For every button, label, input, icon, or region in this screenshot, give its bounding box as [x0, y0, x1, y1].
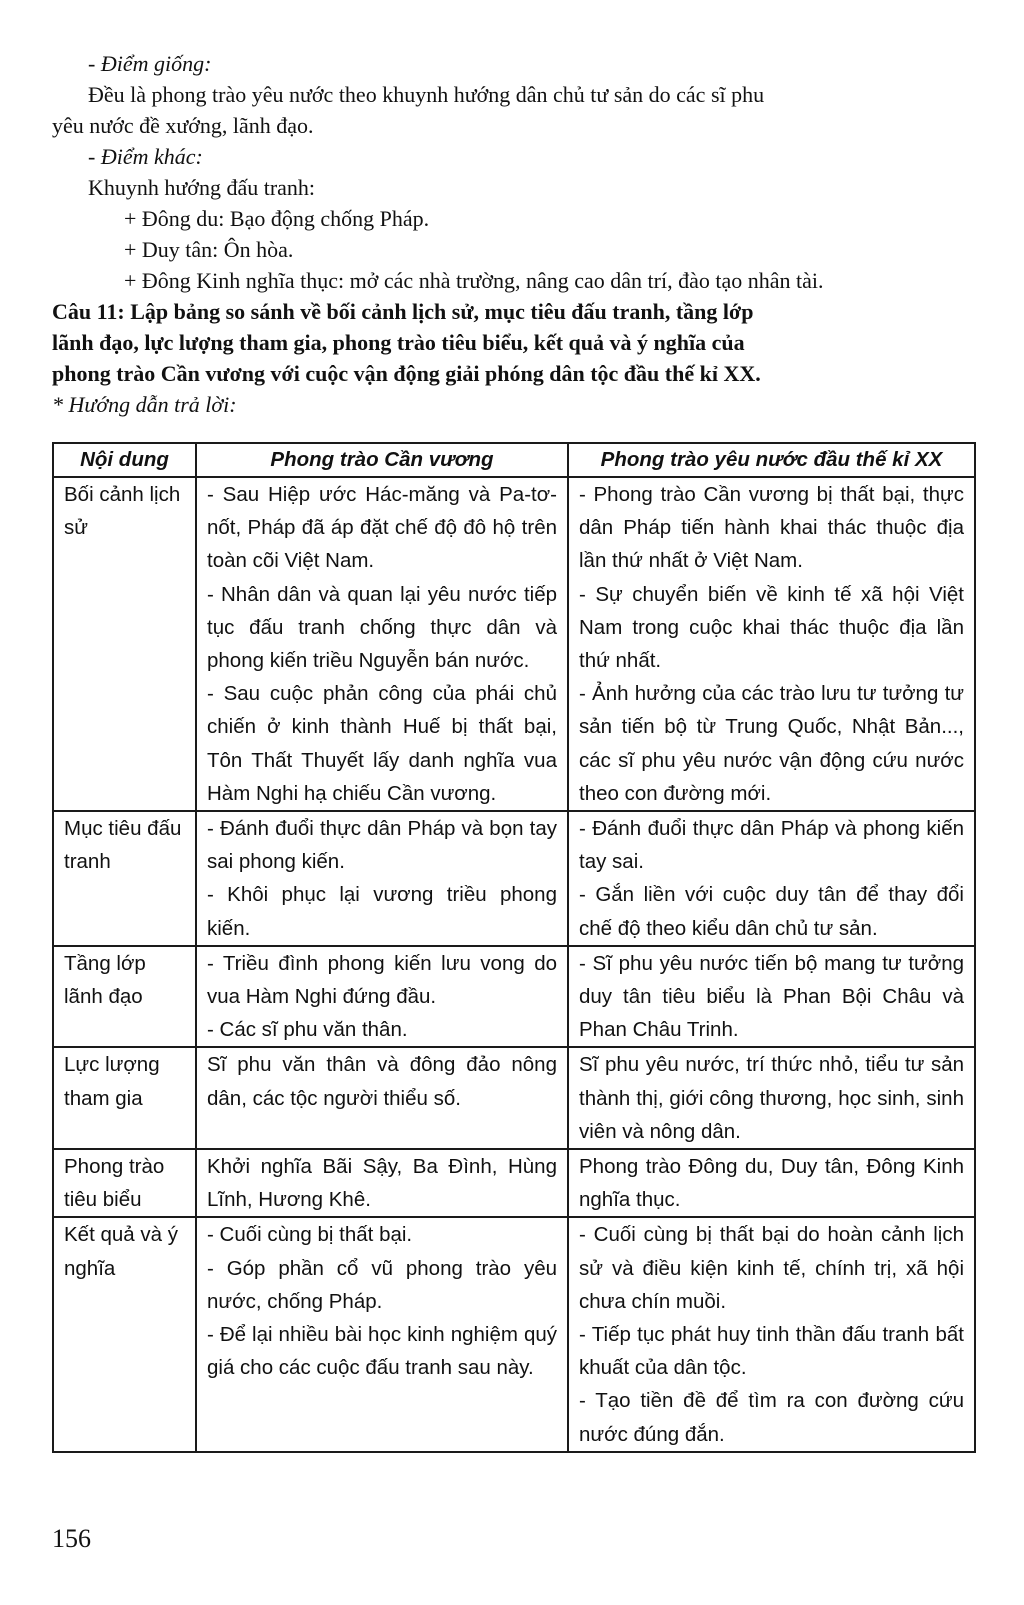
- similarity-text-line-2: yêu nước đề xướng, lãnh đạo.: [52, 113, 314, 138]
- row-topic: Bối cảnh lịch sử: [53, 477, 196, 811]
- table-row: [53, 1149, 975, 1217]
- cell-item: Khởi nghĩa Bãi Sậy, Ba Đình, Hùng Lĩnh, Hương Khê.: [207, 1155, 557, 1212]
- answer-guide-label: * Hướng dẫn trả lời:: [52, 392, 237, 417]
- early-20th-cell: [568, 477, 975, 811]
- header-content: Nội dung: [53, 443, 196, 477]
- cell-item: - Các sĩ phu văn thân.: [207, 1018, 408, 1042]
- table-row: [53, 946, 975, 1048]
- cell-item: Sĩ phu yêu nước, trí thức nhỏ, tiểu tư sản thành thị, giới công thương, học sinh, sinh viên và nông dân.: [579, 1053, 964, 1143]
- bullet-dong-du: + Đông du: Bạo động chống Pháp.: [124, 206, 430, 231]
- can-vuong-cell: [196, 811, 568, 946]
- cell-item: - Góp phần cổ vũ phong trào yêu nước, chống Pháp.: [207, 1256, 557, 1313]
- table-row: [53, 477, 975, 811]
- cell-item: - Triều đình phong kiến lưu vong do vua Hàm Nghi đứng đầu.: [207, 951, 557, 1009]
- table-row: [53, 1217, 975, 1451]
- cell-item: - Cuối cùng bị thất bại.: [207, 1223, 413, 1247]
- bullet-dong-kinh: + Đông Kinh nghĩa thục: mở các nhà trường, nâng cao dân trí, đào tạo nhân tài.: [124, 268, 824, 293]
- early-20th-cell: [568, 1217, 975, 1451]
- row-topic: Kết quả và ý nghĩa: [53, 1217, 196, 1451]
- early-20th-cell: [568, 1047, 975, 1149]
- cell-item: - Sau Hiệp ước Hác-măng và Pa-tơ-nốt, Pháp đã áp đặt chế độ đô hộ trên toàn cõi Việt Nam.: [207, 483, 557, 573]
- cell-item: - Tạo tiền đề để tìm ra con đường cứu nước đúng đắn.: [579, 1389, 964, 1446]
- cell-item: - Phong trào Cần vương bị thất bại, thực dân Pháp tiến hành khai thác thuộc địa lần thứ nhất ở Việt Nam.: [579, 483, 964, 573]
- can-vuong-cell: [196, 477, 568, 811]
- cell-item: - Ảnh hưởng của các trào lưu tư tưởng tư sản tiến bộ từ Trung Quốc, Nhật Bản..., các sĩ phu yêu nước vận động cứu nước theo con đường mới.: [579, 682, 964, 805]
- cell-item: - Đánh đuổi thực dân Pháp và bọn tay sai phong kiến.: [207, 817, 557, 874]
- row-topic: Mục tiêu đấu tranh: [53, 811, 196, 946]
- can-vuong-cell: [196, 946, 568, 1048]
- early-20th-cell: [568, 1149, 975, 1217]
- struggle-direction: Khuynh hướng đấu tranh:: [88, 175, 316, 200]
- question-line-1: Câu 11: Lập bảng so sánh về bối cảnh lịch sử, mục tiêu đấu tranh, tầng lớp: [52, 299, 754, 324]
- cell-item: - Khôi phục lại vương triều phong kiến.: [207, 883, 557, 940]
- cell-item: - Sĩ phu yêu nước tiến bộ mang tư tưởng duy tân tiêu biểu là Phan Bội Châu và Phan Châu Trinh.: [579, 951, 964, 1042]
- table-row: [53, 811, 975, 946]
- can-vuong-cell: [196, 1217, 568, 1451]
- cell-item: - Cuối cùng bị thất bại do hoàn cảnh lịch sử và điều kiện kinh tế, chính trị, xã hội chưa chín muồi.: [579, 1223, 964, 1313]
- cell-item: - Sự chuyển biến về kinh tế xã hội Việt Nam trong cuộc khai thác thuộc địa lần thứ nhất.: [579, 582, 964, 673]
- similarity-text-line-1: Đều là phong trào yêu nước theo khuynh hướng dân chủ tư sản do các sĩ phu: [88, 82, 765, 107]
- table-header-row: [53, 443, 975, 477]
- can-vuong-cell: [196, 1047, 568, 1149]
- row-topic: Tầng lớp lãnh đạo: [53, 946, 196, 1048]
- similarity-label: - Điểm giống:: [88, 51, 212, 76]
- row-topic: Lực lượng tham gia: [53, 1047, 196, 1149]
- early-20th-cell: [568, 811, 975, 946]
- cell-item: - Tiếp tục phát huy tinh thần đấu tranh bất khuất của dân tộc.: [579, 1323, 964, 1380]
- cell-item: Sĩ phu văn thân và đông đảo nông dân, các tộc người thiểu số.: [207, 1053, 557, 1110]
- page-number: 156: [52, 1524, 91, 1553]
- bullet-duy-tan: + Duy tân: Ôn hòa.: [124, 237, 294, 262]
- row-topic: Phong trào tiêu biểu: [53, 1149, 196, 1217]
- cell-item: - Gắn liền với cuộc duy tân để thay đổi chế độ theo kiểu dân chủ tư sản.: [579, 883, 964, 940]
- can-vuong-cell: [196, 1149, 568, 1217]
- difference-label: - Điểm khác:: [88, 144, 203, 169]
- cell-item: - Nhân dân và quan lại yêu nước tiếp tục đấu tranh chống thực dân và phong kiến triều Nguyễn bán nước.: [207, 582, 557, 673]
- cell-item: - Để lại nhiều bài học kinh nghiệm quý giá cho các cuộc đấu tranh sau này.: [207, 1323, 557, 1380]
- cell-item: - Đánh đuổi thực dân Pháp và phong kiến tay sai.: [579, 817, 964, 874]
- header-early-20th: Phong trào yêu nước đầu thế kỉ XX: [568, 443, 975, 477]
- question-line-2: lãnh đạo, lực lượng tham gia, phong trào tiêu biểu, kết quả và ý nghĩa của: [52, 330, 745, 355]
- table-row: [53, 1047, 975, 1149]
- question-line-3: phong trào Cần vương với cuộc vận động giải phóng dân tộc đầu thế kỉ XX.: [52, 361, 761, 386]
- intro-section: [52, 48, 982, 420]
- cell-item: Phong trào Đông du, Duy tân, Đông Kinh nghĩa thục.: [579, 1155, 964, 1212]
- cell-item: - Sau cuộc phản công của phái chủ chiến ở kinh thành Huế bị thất bại, Tôn Thất Thuyết lấy danh nghĩa vua Hàm Nghi hạ chiếu Cần vương.: [207, 682, 557, 805]
- header-can-vuong: Phong trào Cần vương: [196, 443, 568, 477]
- early-20th-cell: [568, 946, 975, 1048]
- comparison-table: [52, 442, 976, 1453]
